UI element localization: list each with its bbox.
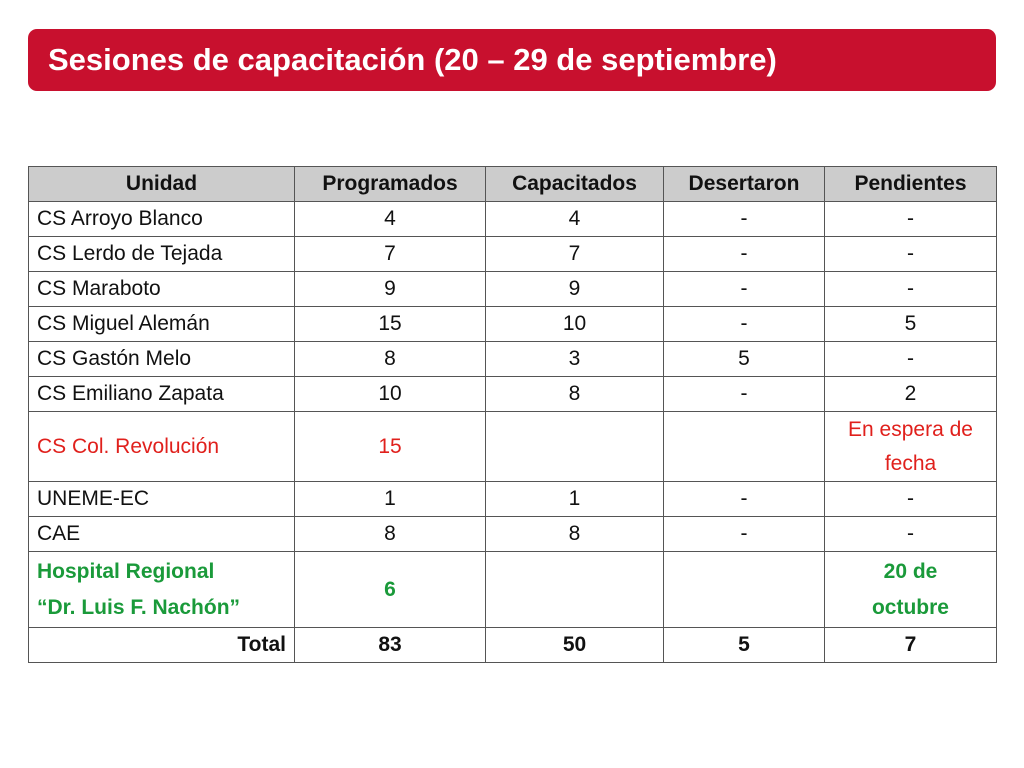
total-programados: 83	[295, 628, 486, 663]
cell-unidad: UNEME-EC	[29, 482, 295, 517]
slide-title-bar	[28, 29, 996, 91]
cell-programados: 1	[295, 482, 486, 517]
cell-desertaron	[664, 552, 825, 628]
cell-unidad: CS Maraboto	[29, 272, 295, 307]
table-row	[29, 517, 997, 552]
table-total-row	[29, 628, 997, 663]
cell-capacitados: 8	[486, 377, 664, 412]
table-row	[29, 237, 997, 272]
pendientes-line-1: En espera de	[848, 417, 973, 441]
cell-capacitados	[486, 552, 664, 628]
cell-programados: 8	[295, 342, 486, 377]
hospital-line-2: “Dr. Luis F. Nachón”	[37, 595, 241, 619]
table-row	[29, 377, 997, 412]
cell-programados: 15	[295, 307, 486, 342]
cell-pendientes: -	[825, 237, 997, 272]
cell-pendientes: 5	[825, 307, 997, 342]
cell-capacitados: 8	[486, 517, 664, 552]
table-row	[29, 272, 997, 307]
cell-desertaron: -	[664, 272, 825, 307]
cell-programados: 10	[295, 377, 486, 412]
table-row	[29, 482, 997, 517]
cell-capacitados: 1	[486, 482, 664, 517]
total-label: Total	[29, 628, 295, 663]
header-programados: Programados	[295, 167, 486, 202]
cell-unidad	[29, 552, 295, 628]
cell-unidad: CS Lerdo de Tejada	[29, 237, 295, 272]
table-row	[29, 342, 997, 377]
cell-unidad: CS Col. Revolución	[29, 412, 295, 482]
header-capacitados: Capacitados	[486, 167, 664, 202]
header-unidad: Unidad	[29, 167, 295, 202]
cell-desertaron: 5	[664, 342, 825, 377]
cell-desertaron: -	[664, 377, 825, 412]
cell-pendientes: 2	[825, 377, 997, 412]
total-capacitados: 50	[486, 628, 664, 663]
cell-pendientes: -	[825, 272, 997, 307]
cell-unidad: CS Emiliano Zapata	[29, 377, 295, 412]
cell-programados: 8	[295, 517, 486, 552]
cell-programados: 6	[295, 552, 486, 628]
cell-desertaron: -	[664, 202, 825, 237]
hospital-pend-line-1: 20 de	[883, 559, 938, 583]
cell-pendientes: -	[825, 517, 997, 552]
cell-pendientes: -	[825, 342, 997, 377]
table-header-row	[29, 167, 997, 202]
cell-capacitados: 4	[486, 202, 664, 237]
cell-unidad: CS Miguel Alemán	[29, 307, 295, 342]
cell-unidad: CS Gastón Melo	[29, 342, 295, 377]
cell-capacitados: 7	[486, 237, 664, 272]
cell-capacitados: 9	[486, 272, 664, 307]
table-row-revolucion	[29, 412, 997, 482]
header-desertaron: Desertaron	[664, 167, 825, 202]
cell-unidad: CS Arroyo Blanco	[29, 202, 295, 237]
table-row	[29, 202, 997, 237]
table-row	[29, 307, 997, 342]
cell-programados: 7	[295, 237, 486, 272]
hospital-pend-line-2: octubre	[871, 595, 949, 619]
cell-desertaron: -	[664, 517, 825, 552]
cell-programados: 15	[295, 412, 486, 482]
cell-capacitados: 10	[486, 307, 664, 342]
hospital-line-1: Hospital Regional	[37, 559, 215, 583]
pendientes-line-2: fecha	[884, 451, 937, 475]
cell-desertaron	[664, 412, 825, 482]
header-pendientes: Pendientes	[825, 167, 997, 202]
cell-capacitados: 3	[486, 342, 664, 377]
training-sessions-table	[28, 166, 997, 663]
cell-desertaron: -	[664, 482, 825, 517]
cell-pendientes	[825, 552, 997, 628]
cell-programados: 9	[295, 272, 486, 307]
cell-pendientes: -	[825, 482, 997, 517]
cell-pendientes: -	[825, 202, 997, 237]
slide-title: Sesiones de capacitación (20 – 29 de septiembre)	[48, 42, 777, 77]
cell-unidad: CAE	[29, 517, 295, 552]
cell-desertaron: -	[664, 307, 825, 342]
cell-capacitados	[486, 412, 664, 482]
cell-pendientes	[825, 412, 997, 482]
table-row-hospital	[29, 552, 997, 628]
cell-programados: 4	[295, 202, 486, 237]
total-pendientes: 7	[825, 628, 997, 663]
cell-desertaron: -	[664, 237, 825, 272]
total-desertaron: 5	[664, 628, 825, 663]
